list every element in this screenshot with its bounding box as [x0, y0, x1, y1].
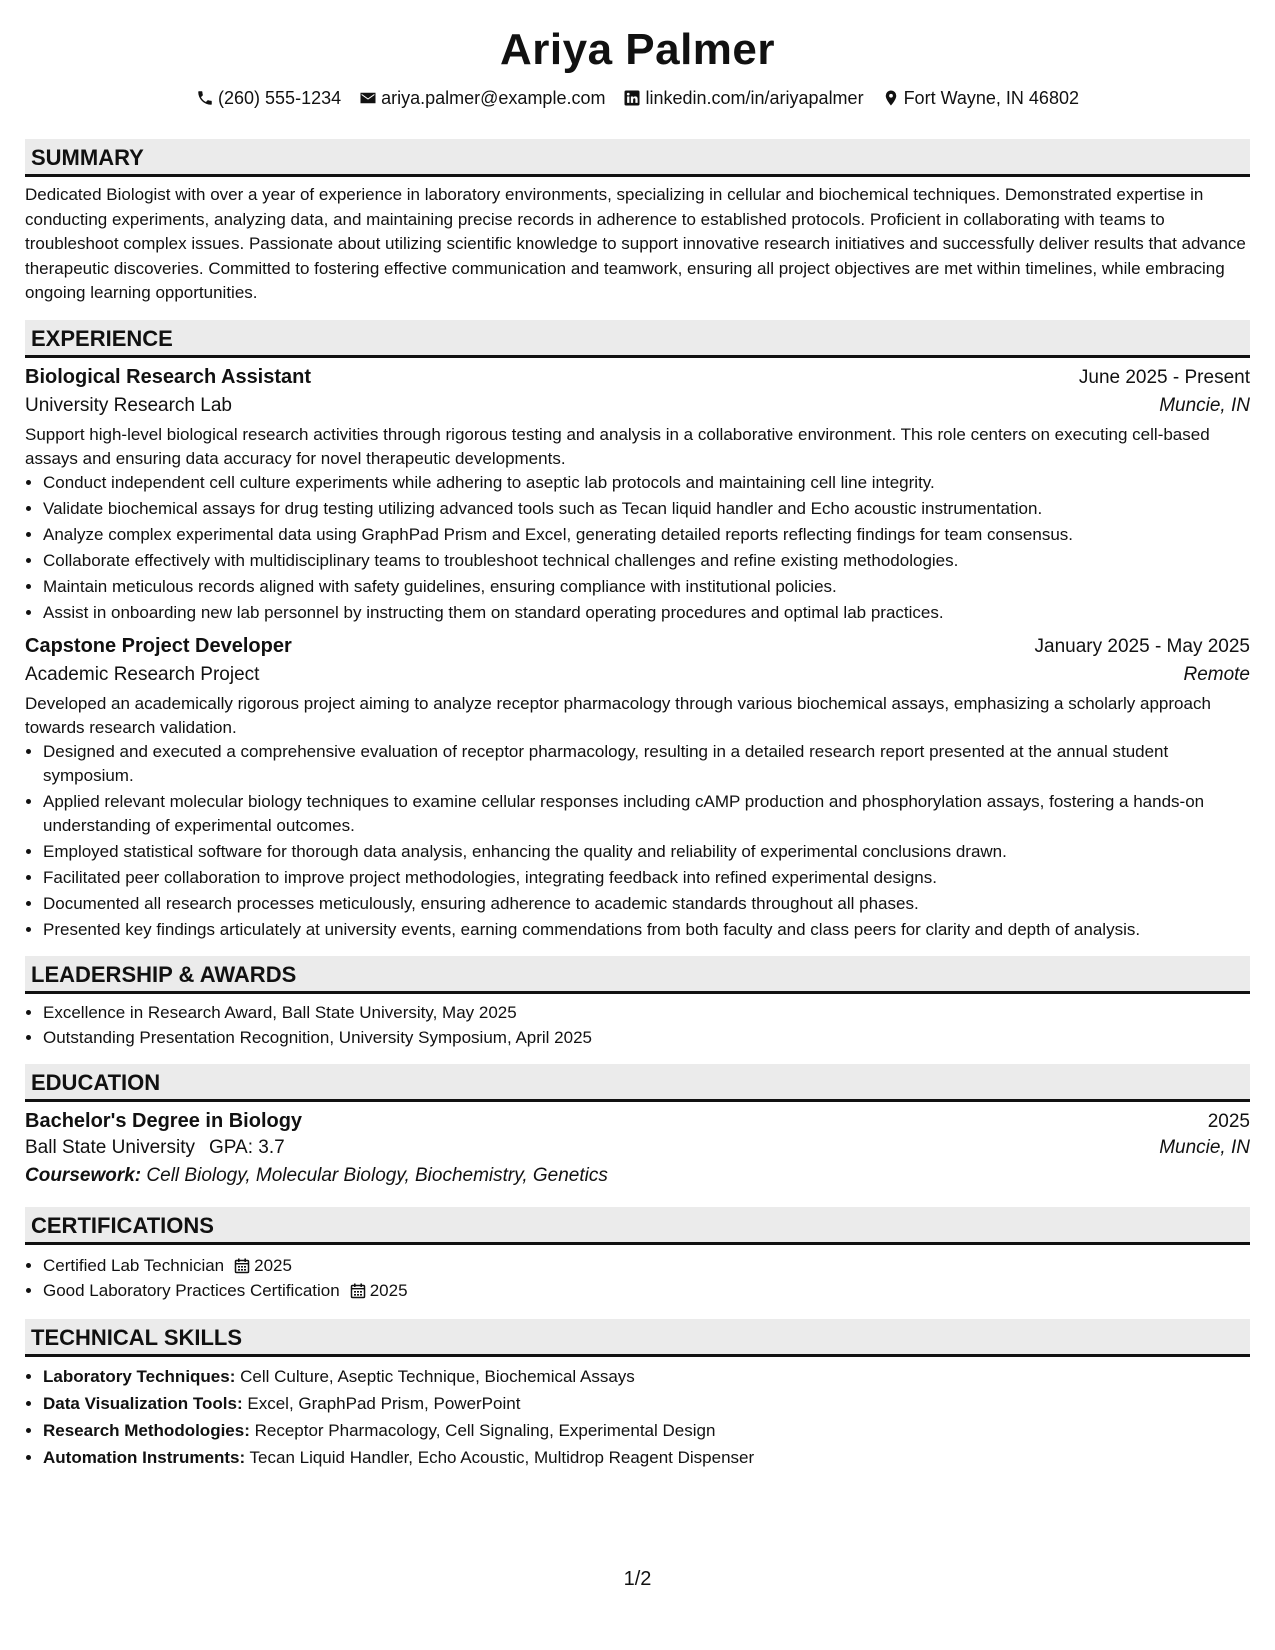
phone-icon — [196, 89, 214, 107]
list-item: • Conduct independent cell culture experiments while adhering to aseptic lab protocols and maintaining cell line integrity. — [43, 471, 1250, 495]
phone-text: (260) 555-1234 — [218, 88, 342, 108]
job-description: Support high-level biological research activities through rigorous testing and analysis in a collaborative environment. This role centers on executing cell-based assays and ensuring data accuracy for novel therapeutic developments. — [25, 424, 1210, 468]
certifications-section — [25, 1207, 1250, 1303]
list-item: • Excellence in Research Award, Ball State University, May 2025 — [43, 1000, 1250, 1025]
job-title: Biological Research Assistant — [25, 365, 312, 388]
job-organization: University Research Lab — [25, 394, 232, 416]
summary-text: Dedicated Biologist with over a year of experience in laboratory environments, specializing in cellular and biochemical techniques. Demonstrated expertise in conducting experiments, analyzing data, and maintaining precise records in adherence to established protocols. Proficient in collaborating with teams to troubleshoot complex issues. Passionate about utilizing scientific knowledge to support innovative research initiatives and successfully deliver results that advance therapeutic discoveries. Committed to fostering effective communication and teamwork, ensuring all project objectives are met within timelines, while embracing ongoing learning opportunities. — [25, 185, 1246, 302]
contact-location — [882, 87, 1079, 109]
degree-row — [25, 1110, 1250, 1133]
calendar-icon — [350, 1283, 366, 1299]
job-date: January 2025 - May 2025 — [1034, 635, 1250, 657]
list-item — [43, 1278, 1250, 1303]
job-organization: Academic Research Project — [25, 663, 260, 685]
job-subheader — [25, 395, 1250, 417]
linkedin-link[interactable]: linkedin.com/in/ariyapalmer — [645, 88, 864, 108]
candidate-name: Ariya Palmer — [499, 25, 776, 74]
certifications-list — [25, 1253, 1250, 1303]
page-number: 1/2 — [623, 1568, 652, 1590]
resume-page — [25, 0, 1250, 1471]
job-header — [25, 635, 1250, 658]
list-item: • Facilitated peer collaboration to improve project methodologies, integrating feedback into refined experimental designs. — [43, 866, 1250, 890]
coursework-label: Coursework: — [25, 1164, 142, 1186]
job-location: Muncie, IN — [1159, 394, 1250, 416]
experience-section — [25, 320, 1250, 942]
job-location: Remote — [1183, 663, 1250, 685]
job-bullets — [25, 740, 1250, 942]
job-description: Developed an academically rigorous project aiming to analyze receptor pharmacology through various biochemical assays, emphasizing a scholarly approach towards research validation. — [25, 693, 1211, 737]
contact-bar — [25, 87, 1250, 109]
location-text: Fort Wayne, IN 46802 — [903, 88, 1079, 108]
list-item — [43, 1417, 1250, 1444]
section-heading: CERTIFICATIONS — [25, 1207, 1250, 1245]
skills-section — [25, 1319, 1250, 1471]
list-item: • Validate biochemical assays for drug testing utilizing advanced tools such as Tecan liquid handler and Echo acoustic instrumentation. — [43, 497, 1250, 521]
contact-phone — [196, 87, 341, 109]
skill-label: Laboratory Techniques: — [43, 1366, 236, 1386]
list-item: • Collaborate effectively with multidisciplinary teams to troubleshoot technical challenges and refine existing methodologies. — [43, 549, 1250, 573]
list-item: • Documented all research processes meticulously, ensuring adherence to academic standards throughout all phases. — [43, 892, 1250, 916]
list-item: • Outstanding Presentation Recognition, University Symposium, April 2025 — [43, 1025, 1250, 1050]
list-item: • Assist in onboarding new lab personnel by instructing them on standard operating procedures and optimal lab practices. — [43, 601, 1250, 625]
list-item: • Presented key findings articulately at university events, earning commendations from both faculty and class peers for clarity and depth of analysis. — [43, 918, 1250, 942]
skills-list — [25, 1363, 1250, 1471]
map-pin-icon — [882, 89, 900, 107]
degree-title: Bachelor's Degree in Biology — [25, 1109, 303, 1132]
list-item: • Analyze complex experimental data using GraphPad Prism and Excel, generating detailed reports reflecting findings for team consensus. — [43, 523, 1250, 547]
job-bullets — [25, 471, 1250, 625]
list-item — [43, 1444, 1250, 1471]
awards-list — [25, 1000, 1250, 1050]
gpa: GPA: 3.7 — [209, 1136, 285, 1158]
education-section — [25, 1064, 1250, 1187]
job-title: Capstone Project Developer — [25, 634, 292, 657]
list-item: • Employed statistical software for thorough data analysis, enhancing the quality and reliability of experimental conclusions drawn. — [43, 840, 1250, 864]
job-entry — [25, 635, 1250, 942]
leadership-section — [25, 956, 1250, 1050]
job-header — [25, 366, 1250, 389]
job-subheader — [25, 664, 1250, 686]
list-item — [43, 1363, 1250, 1390]
skill-value: Excel, GraphPad Prism, PowerPoint — [247, 1393, 521, 1413]
contact-linkedin[interactable] — [623, 87, 863, 109]
list-item — [43, 1390, 1250, 1417]
section-heading: EXPERIENCE — [25, 320, 1250, 358]
skill-value: Cell Culture, Aseptic Technique, Biochemical Assays — [240, 1366, 635, 1386]
linkedin-icon — [623, 89, 641, 107]
section-heading: SUMMARY — [25, 139, 1250, 177]
school-name: Ball State University — [25, 1136, 196, 1158]
list-item: • Applied relevant molecular biology techniques to examine cellular responses including cAMP production and phosphorylation assays, fostering a hands-on understanding of experimental outcomes. — [43, 790, 1250, 838]
coursework — [25, 1165, 1250, 1187]
contact-email[interactable] — [359, 87, 605, 109]
school-location: Muncie, IN — [1159, 1136, 1250, 1158]
section-heading: LEADERSHIP & AWARDS — [25, 956, 1250, 994]
certification-year: 2025 — [254, 1255, 292, 1275]
skill-value: Receptor Pharmacology, Cell Signaling, Experimental Design — [254, 1420, 716, 1440]
school-row — [25, 1137, 1250, 1159]
list-item: • Maintain meticulous records aligned with safety guidelines, ensuring compliance with institutional policies. — [43, 575, 1250, 599]
calendar-icon — [234, 1258, 250, 1274]
summary-section — [25, 139, 1250, 306]
certification-name: Good Laboratory Practices Certification — [43, 1280, 340, 1300]
job-date: June 2025 - Present — [1078, 366, 1250, 388]
certification-year: 2025 — [369, 1280, 408, 1300]
coursework-list: Cell Biology, Molecular Biology, Biochemistry, Genetics — [146, 1164, 608, 1186]
skill-label: Automation Instruments: — [43, 1447, 246, 1467]
list-item: • Designed and executed a comprehensive evaluation of receptor pharmacology, resulting in a detailed research report presented at the annual student symposium. — [43, 740, 1250, 788]
graduation-year: 2025 — [1207, 1110, 1250, 1132]
skill-value: Tecan Liquid Handler, Echo Acoustic, Multidrop Reagent Dispenser — [249, 1447, 755, 1467]
certification-name: Certified Lab Technician — [43, 1255, 225, 1275]
skill-label: Data Visualization Tools: — [43, 1393, 243, 1413]
envelope-icon — [359, 89, 377, 107]
email-link[interactable]: ariya.palmer@example.com — [381, 88, 606, 108]
section-heading: TECHNICAL SKILLS — [25, 1319, 1250, 1357]
school-info — [25, 1137, 285, 1159]
list-item — [43, 1253, 1250, 1278]
section-heading: EDUCATION — [25, 1064, 1250, 1102]
skill-label: Research Methodologies: — [43, 1420, 250, 1440]
job-entry — [25, 366, 1250, 625]
